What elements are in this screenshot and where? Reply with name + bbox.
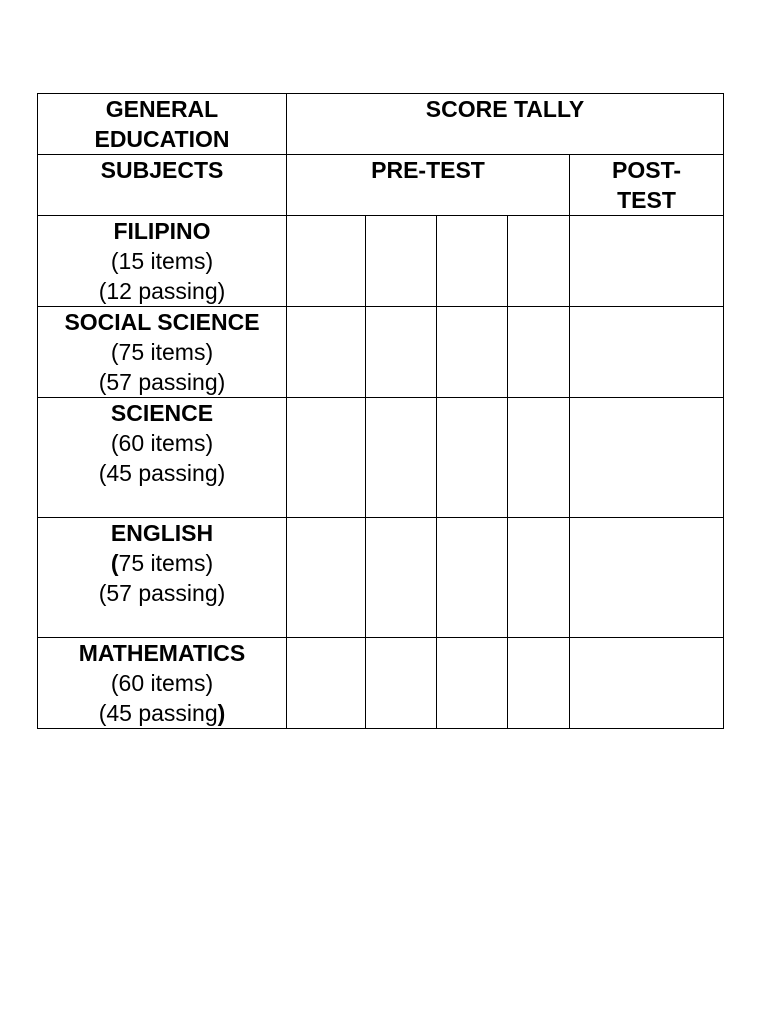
pre-test-cell-2[interactable] bbox=[366, 307, 437, 398]
subject-row-filipino bbox=[38, 216, 724, 307]
general-education-header: GENERAL EDUCATION bbox=[38, 94, 287, 155]
pre-test-cell-1[interactable] bbox=[287, 307, 366, 398]
subject-items: (75 items) bbox=[110, 339, 214, 365]
pre-test-cell-4[interactable] bbox=[508, 518, 570, 638]
subject-items: (15 items) bbox=[110, 248, 214, 274]
score-tally-table bbox=[37, 93, 724, 729]
subject-passing: (12 passing) bbox=[98, 278, 226, 304]
post-test-cell[interactable] bbox=[570, 398, 724, 518]
subject-row-science bbox=[38, 398, 724, 518]
pre-test-cell-4[interactable] bbox=[508, 398, 570, 518]
subjects-header: SUBJECTS bbox=[38, 155, 287, 216]
pre-test-cell-3[interactable] bbox=[437, 307, 508, 398]
pre-test-cell-3[interactable] bbox=[437, 216, 508, 307]
subject-passing: (57 passing) bbox=[98, 369, 226, 395]
post-test-cell[interactable] bbox=[570, 638, 724, 729]
pre-test-cell-1[interactable] bbox=[287, 398, 366, 518]
subject-cell bbox=[38, 518, 287, 638]
post-test-cell[interactable] bbox=[570, 307, 724, 398]
subject-row-social-science bbox=[38, 307, 724, 398]
subject-passing: (57 passing) bbox=[98, 580, 226, 606]
post-test-cell[interactable] bbox=[570, 216, 724, 307]
subject-passing: (45 passing) bbox=[98, 460, 226, 486]
score-tally-title: SCORE TALLY bbox=[287, 94, 724, 155]
pre-test-cell-2[interactable] bbox=[366, 216, 437, 307]
subject-items: (75 items) bbox=[110, 550, 214, 576]
subject-name: FILIPINO bbox=[113, 218, 211, 244]
pre-test-header: PRE-TEST bbox=[287, 155, 570, 216]
pre-test-cell-3[interactable] bbox=[437, 638, 508, 729]
subject-name: SOCIAL SCIENCE bbox=[64, 309, 260, 335]
pre-test-cell-4[interactable] bbox=[508, 638, 570, 729]
pre-test-cell-2[interactable] bbox=[366, 518, 437, 638]
pre-test-cell-2[interactable] bbox=[366, 398, 437, 518]
subject-name: ENGLISH bbox=[110, 520, 214, 546]
pre-test-cell-3[interactable] bbox=[437, 398, 508, 518]
post-test-header: POST- TEST bbox=[570, 155, 724, 216]
pre-test-cell-1[interactable] bbox=[287, 638, 366, 729]
subject-items: (60 items) bbox=[110, 670, 214, 696]
subject-name: SCIENCE bbox=[110, 400, 214, 426]
subject-cell bbox=[38, 638, 287, 729]
pre-test-cell-4[interactable] bbox=[508, 216, 570, 307]
pre-test-cell-2[interactable] bbox=[366, 638, 437, 729]
pre-test-cell-1[interactable] bbox=[287, 518, 366, 638]
subject-cell bbox=[38, 398, 287, 518]
pre-test-cell-1[interactable] bbox=[287, 216, 366, 307]
subject-row-english bbox=[38, 518, 724, 638]
header-row-2 bbox=[38, 155, 724, 216]
subject-passing: (45 passing) bbox=[98, 700, 226, 726]
subject-name: MATHEMATICS bbox=[78, 640, 246, 666]
pre-test-cell-4[interactable] bbox=[508, 307, 570, 398]
subject-items: (60 items) bbox=[110, 430, 214, 456]
subject-row-mathematics bbox=[38, 638, 724, 729]
header-row-1 bbox=[38, 94, 724, 155]
subject-cell bbox=[38, 216, 287, 307]
subject-cell bbox=[38, 307, 287, 398]
pre-test-cell-3[interactable] bbox=[437, 518, 508, 638]
post-test-cell[interactable] bbox=[570, 518, 724, 638]
